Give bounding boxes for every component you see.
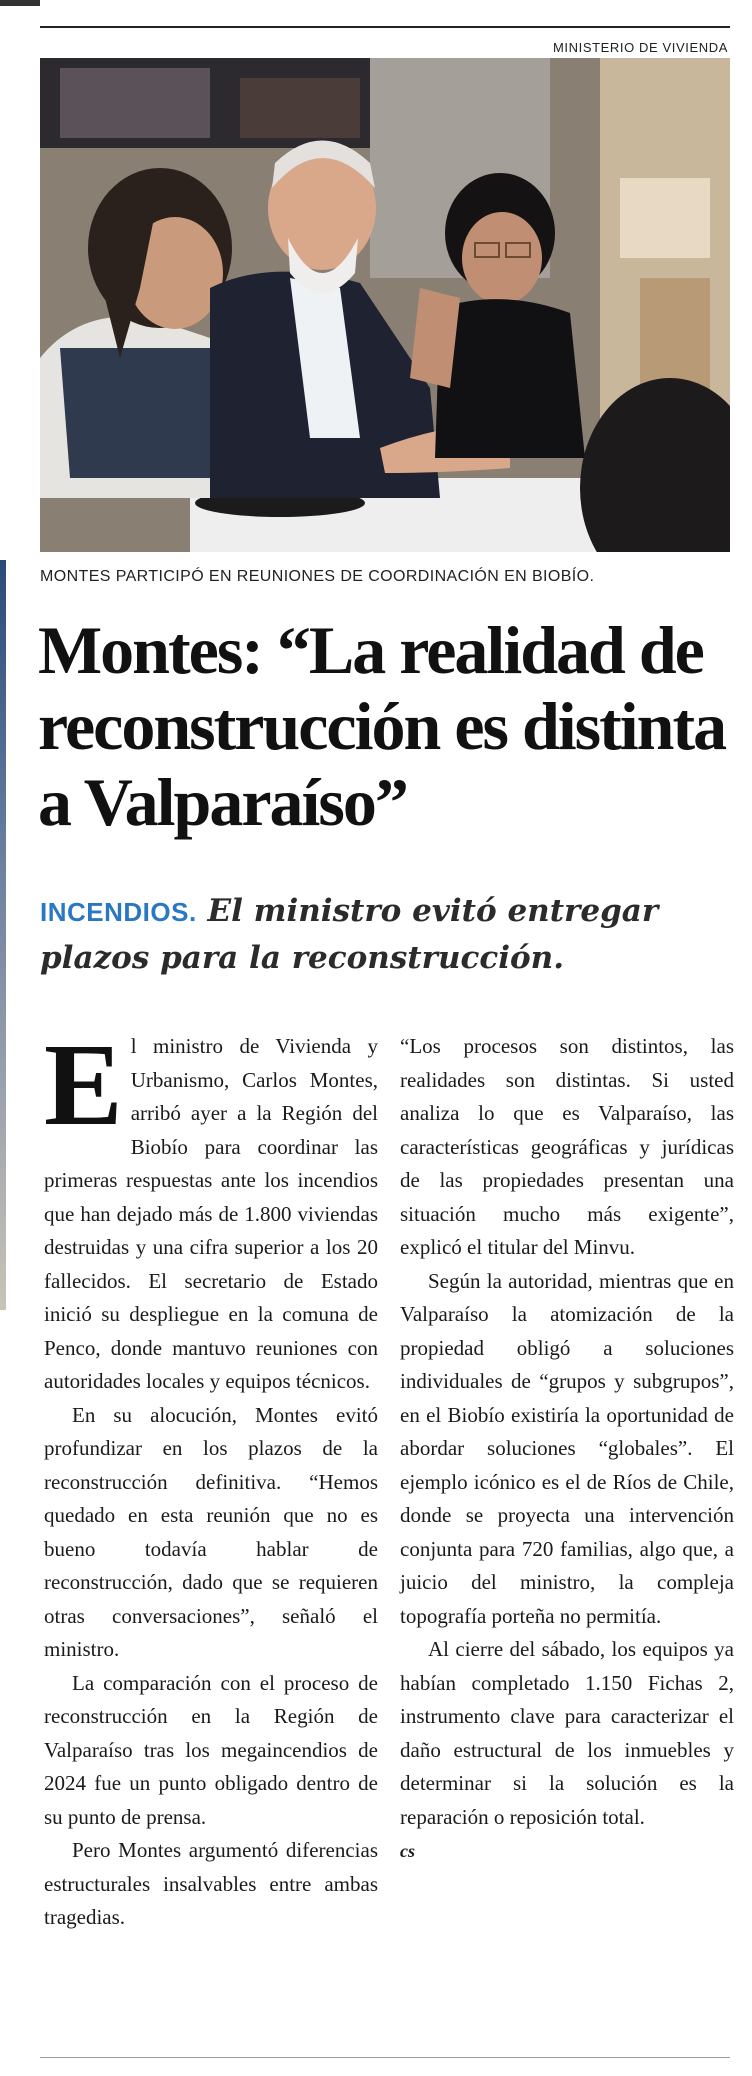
article-body bbox=[44, 1019, 734, 2035]
paragraph: En su alocución, Montes evitó profundizar en los plazos de la reconstrucción definitiva. “Hemos quedado en esta reunión que no es bueno todavía hablar de reconstrucción, dado que se requieren otras conversaciones”, señaló el ministro. bbox=[44, 1402, 378, 1661]
adjacent-page-edge bbox=[0, 560, 6, 1310]
paragraph: La comparación con el proceso de reconstrucción en la Región de Valparaíso tras los megaincendios de 2024 fue un punto obligado dentro de su punto de prensa. bbox=[44, 1670, 378, 1829]
paragraph bbox=[400, 1633, 734, 1869]
column-2 bbox=[400, 1030, 734, 2035]
bottom-rule bbox=[40, 2057, 730, 2058]
column-1 bbox=[44, 1019, 378, 2035]
paragraph bbox=[44, 1019, 378, 1399]
paragraph: “Los procesos son distintos, las realidades son distintas. Si usted analiza lo que es Valparaíso, las características geográficas y jurídicas de las propiedades presentan una situación mucho más exigente”, explicó el titular del Minvu. bbox=[400, 1034, 734, 1259]
end-mark-icon: cs bbox=[400, 1841, 415, 1861]
page-edge-decoration bbox=[0, 0, 40, 6]
drop-cap: E bbox=[44, 1019, 123, 1150]
section-label: INCENDIOS. bbox=[40, 897, 197, 927]
photo-caption: MONTES PARTICIPÓ EN REUNIONES DE COORDINACIÓN EN BIOBÍO. bbox=[40, 568, 595, 585]
paragraph: Según la autoridad, mientras que en Valparaíso la atomización de la propiedad obligó a soluciones individuales de “grupos y subgrupos”, en el Biobío existiría la oportunidad de abordar soluciones “globales”. El ejemplo icónico es el de Ríos de Chile, donde se proyecta una intervención conjunta para 720 familias, algo que, a juicio del ministro, la compleja topografía porteña no permitía. bbox=[400, 1268, 734, 1628]
top-rule bbox=[40, 26, 730, 28]
paragraph: Pero Montes argumentó diferencias estructurales insalvables entre ambas tragedias. bbox=[44, 1838, 378, 1929]
paragraph-text: l ministro de Vivienda y Urbanismo, Carlos Montes, arribó ayer a la Región del Biobío para coordinar las primeras respuestas ante los incendios que han dejado más de 1.800 viviendas destruidas y una cifra superior a los 20 fallecidos. El secretario de Estado inició su despliegue en la comuna de Penco, donde mantuvo reuniones con autoridades locales y equipos técnicos. bbox=[44, 1034, 378, 1393]
dek-text: El ministro evitó entregar plazos para la reconstrucción. bbox=[40, 893, 659, 976]
headline: Montes: “La realidad de reconstrucción es distinta a Valparaíso” bbox=[38, 612, 726, 840]
news-photo bbox=[40, 58, 730, 552]
paragraph-text: Al cierre del sábado, los equipos ya habían completado 1.150 Fichas 2, instrumento clave para caracterizar el daño estructural de los inmuebles y determinar si la solución es la reparación o reposición total. bbox=[400, 1637, 734, 1829]
dek bbox=[40, 888, 730, 981]
photo-credit: MINISTERIO DE VIVIENDA bbox=[552, 40, 728, 55]
